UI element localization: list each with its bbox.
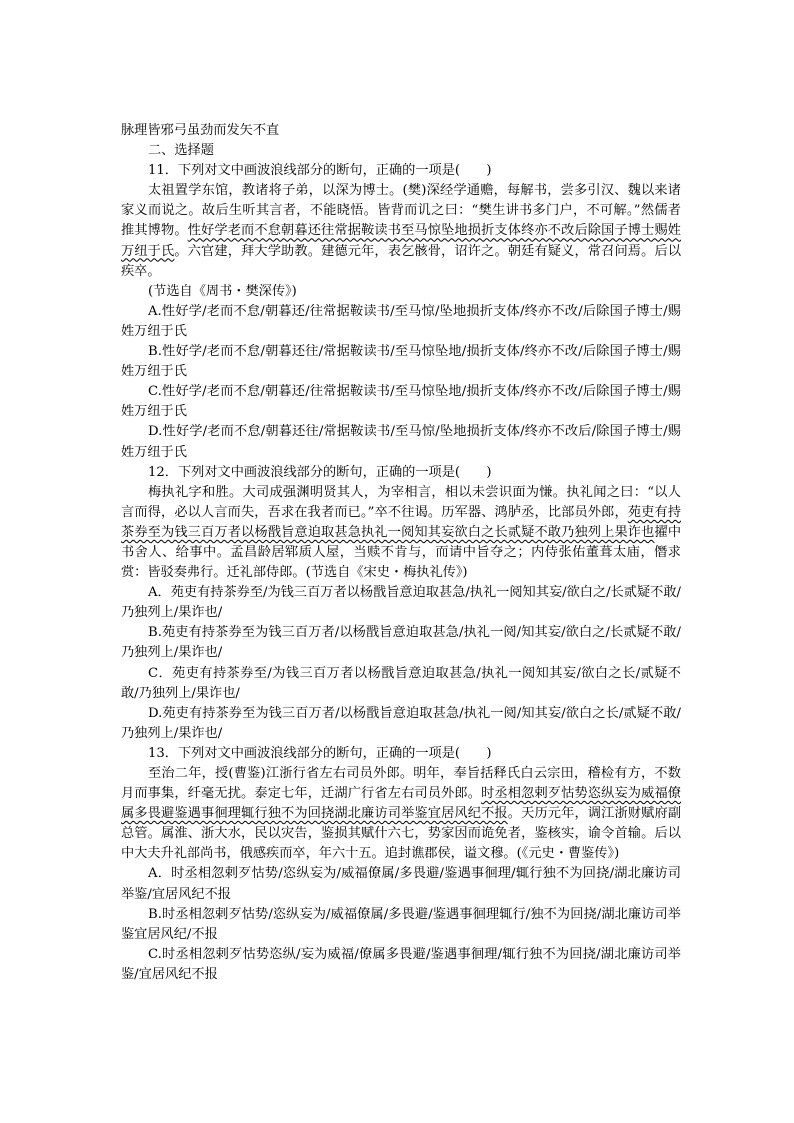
- q13-passage-text-end: 。天历元年，调江浙财赋府副总管。属淮、浙大水，民以灾告，鉴损其赋什六七，势家因而诡免者，鉴核实，谕令首输。后以中大夫升礼部尚书，俄感疾而卒，年六十五。追封谯郡侯，谥文穆。(《元史・曹鉴传》): [121, 806, 682, 862]
- q11-wavy-segment: 性好学老而不怠朝暮还往常据鞍读书至马惊坠地损折支体终亦不改后除国子博士赐姓万纽于氏: [121, 223, 681, 259]
- q13-passage: [121, 764, 681, 864]
- top-line: 脉理皆邪弓虽劲而发矢不直: [121, 123, 280, 138]
- q12-passage-text: 梅执礼字和胜。大司成强渊明贤其人，为宰相言，相以未尝识面为慊。执礼闻之曰：“以人言而得，必以人言而失，吾求在我者而已。”卒不往谒。历军器、鸿胪丞，比部员外郎，: [121, 484, 681, 520]
- q13-option-c: C.时丞相忽剌歹怙势恣纵/妄为威福/僚属多畏避/鉴遇事徊理/辄行独不为回挠/湖北廉访司举鉴/宜居风纪不报: [121, 946, 681, 982]
- q11-passage: [121, 181, 681, 281]
- q12-stem: 12．下列对文中画波浪线部分的断句，正确的一项是( ): [148, 464, 492, 480]
- q11-option-c: C.性好学/老而不怠/朝暮还/往常据鞍读书/至马惊坠地/损折支体/终亦不改/后除国子博士/赐姓万纽于氏: [121, 384, 681, 420]
- q12-passage: [121, 483, 681, 583]
- q11-stem: 11．下列对文中画波浪线部分的断句，正确的一项是( ): [148, 163, 492, 179]
- q13-wavy-segment: 时丞相忽剌歹怙势恣纵妄为威福僚属多畏避鉴遇事徊理辄行独不为回挠湖北廉访司举鉴宜居风纪不报: [121, 786, 681, 822]
- q13-option-b: B.时丞相忽剌歹怙势/恣纵妄为/威福僚属/多畏避/鉴遇事徊理辄行/独不为回挠/湖北廉访司举鉴宜居风纪/不报: [121, 906, 681, 942]
- q11-passage-text: 太祖置学东馆，教诸将子弟，以深为博士。(樊)深经学通赡，每解书，尝多引汉、魏以来诸家义而说之。故后生听其言者，不能晓悟。皆背而讥之曰：“樊生讲书多门户，不可解。”然儒者推其博物。: [121, 183, 681, 239]
- section-title: 二、选择题: [148, 143, 214, 159]
- document-page: [121, 121, 681, 985]
- q12-passage-text-end: 擢中书舍人、给事中。孟昌龄居郓质人屋，当赎不肯与，而请中旨夺之；内侍张佑董葺太庙，僭求赏：皆驳奏弗行。迁礼部侍郎。(节选自《宋史・梅执礼传》): [121, 524, 682, 581]
- q11-option-a: A.性好学/老而不怠/朝暮还/往常据鞍读书/至马惊/坠地损折支体/终亦不改/后除国子博士/赐姓万纽于氏: [121, 303, 681, 339]
- q11-option-b: B.性好学/老而不怠/朝暮还往/常据鞍读书/至马惊坠地/损折支体/终亦不改/后除国子博士/赐姓万纽于氏: [121, 344, 681, 380]
- q13-passage-text: 至治二年，授(曹鉴)江浙行省左右司员外郎。明年，奉旨括释氏白云宗田，稽检有方，不数月而事集，纤毫无扰。泰定七年，迁湖广行省左右司员外郎。: [121, 766, 681, 802]
- q13-stem: 13．下列对文中画波浪线部分的断句，正确的一项是( ): [148, 745, 492, 761]
- q11-option-d: D.性好学/老而不怠/朝暮还往/常据鞍读书/至马惊/坠地损折支体/终亦不改后/除国子博士/赐姓万纽于氏: [121, 424, 681, 460]
- q12-option-d: D.苑吏有持茶券至为钱三百万者/以杨戬旨意迫取甚急/执礼一阅/知其妄/欲白之长/贰疑不敢/乃独列上/果诈也/: [121, 705, 681, 741]
- q12-wavy-segment: 苑吏有持茶券至为钱三百万者以杨戬旨意迫取甚急执礼一阅知其妄欲白之长贰疑不敢乃独列上果诈也: [121, 504, 682, 540]
- q11-passage-text-end: 。六官建，拜大学助教。建德元年，表乞骸骨，诏许之。朝廷有疑义，常召问焉。后以疾卒。: [121, 243, 682, 279]
- q12-option-a: A．苑吏有持茶券至/为钱三百万者以杨戬旨意迫取甚急/执礼一阅知其妄/欲白之/长贰疑不敢/乃独列上/果诈也/: [121, 585, 681, 621]
- q11-source: (节选自《周书・樊深传》): [148, 283, 297, 299]
- q12-option-c: C．苑吏有持茶券至/为钱三百万者以杨戬旨意迫取甚急/执礼一阅知其妄/欲白之长/贰疑不敢/乃独列上/果诈也/: [121, 665, 681, 701]
- q12-option-b: B.苑吏有持茶券至为钱三百万者/以杨戬旨意迫取甚急/执礼一阅/知其妄/欲白之/长贰疑不敢/乃独列上/果诈也/: [121, 625, 681, 661]
- q13-option-a: A．时丞相忽剌歹怙势/恣纵妄为/威福僚属/多畏避/鉴遇事徊理/辄行独不为回挠/湖北廉访司举鉴/宜居风纪不报: [121, 866, 681, 902]
